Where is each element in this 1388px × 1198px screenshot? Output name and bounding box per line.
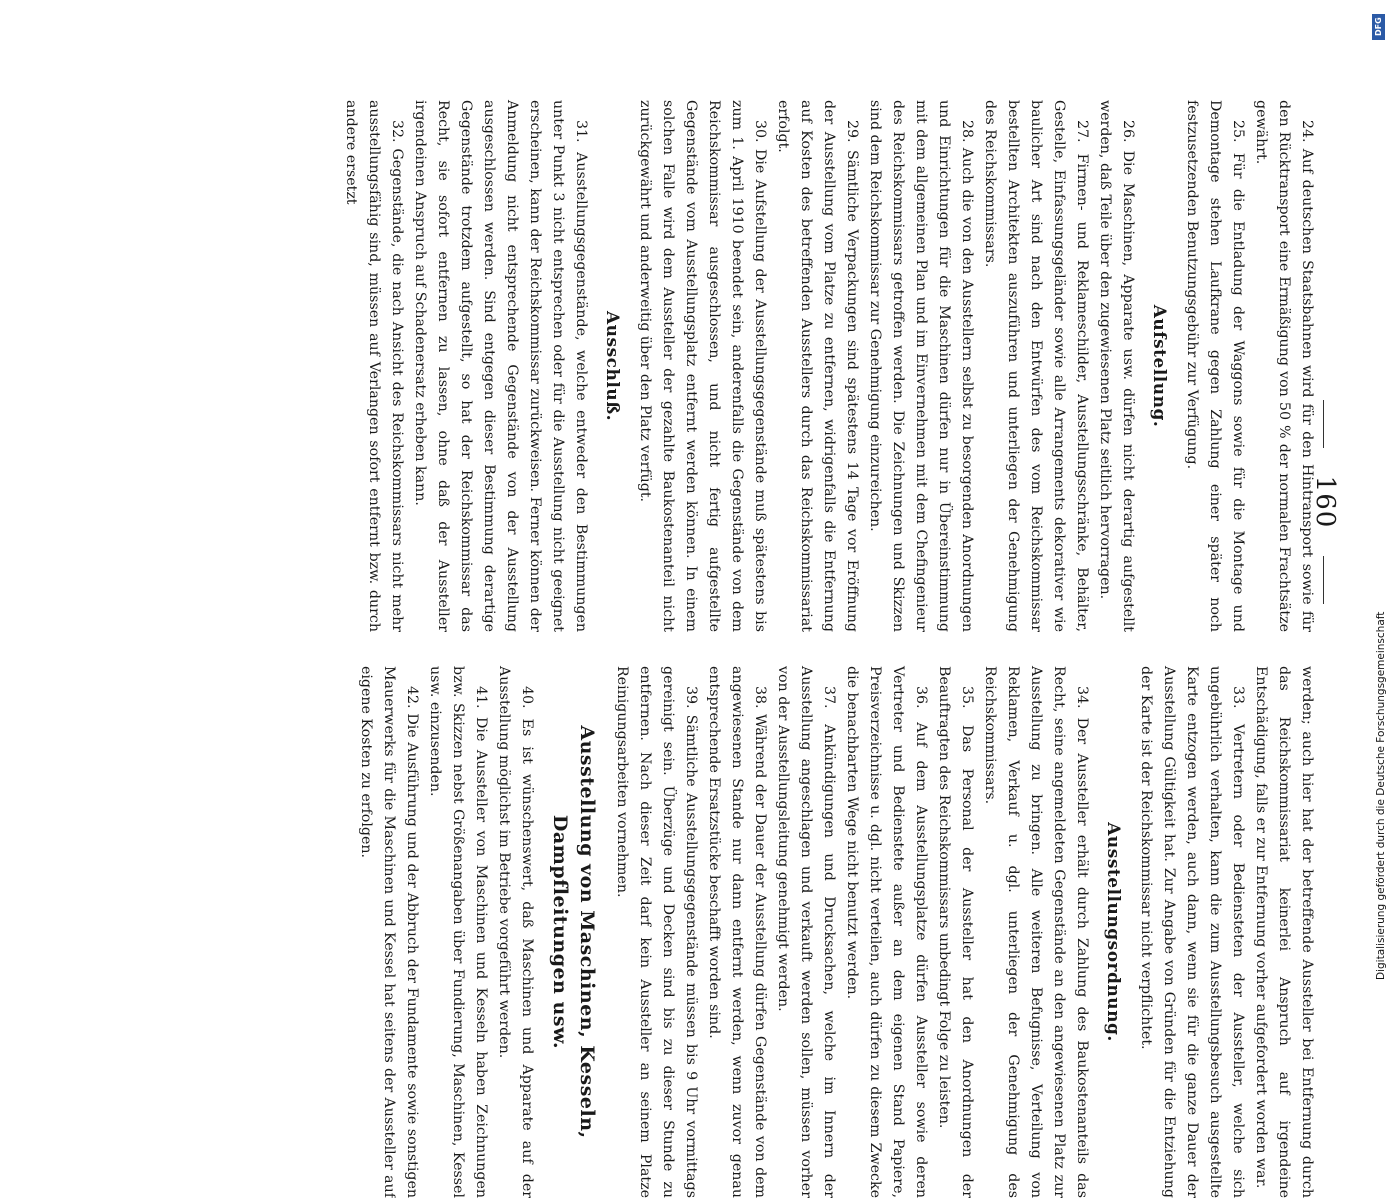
page-number: 160 [1310, 475, 1340, 529]
dfg-logo-icon: DFG [1372, 14, 1385, 40]
paragraph: 31. Ausstellungsgegenstände, welche entweder den Bestimmungen unter Punkt 3 nicht entsprechen oder für die Ausstellung nicht geeignet erscheinen, kann der Reichskommissar zurückweisen. Ferner können der Anmeldung nicht entsprechende Gegenstände von der Ausstellung ausgeschlossen werden. Sind entgegen dieser Bestimmung derartige Gegenstände trotzdem aufgestellt, so hat der Reichskommissar das Recht, sie sofort entfernen zu lassen, ohne daß der Aussteller irgendeinen Anspruch auf Schadenersatz erheben kann. [412, 100, 589, 632]
rotated-page [148, 62, 1348, 1198]
left-column [339, 100, 1318, 632]
header-rule-right [1324, 556, 1325, 604]
paragraph: 25. Für die Entladung der Waggons sowie für die Montage und Demontage stehen Laufkrane gegen Zahlung einer später noch festzusetzenden Benutzungsgebühr zur Verfügung. [1184, 100, 1246, 632]
paragraph: 38. Während der Dauer der Ausstellung dürfen Gegenstände von dem angewiesenen Stande nur dann entfernt werden, wenn zuvor genau entsprechende Ersatzstücke beschafft worden sind. [706, 666, 768, 1198]
paragraph: 27. Firmen- und Reklameschilder, Ausstellungsschränke, Behälter, Gestelle, Einfassungsgeländer sowie alle Arrangements dekorativer wie baulicher Art sind nach den Entwürfen des vom Reichskommissar bestellten Architekten auszuführen und unterliegen der Genehmigung des Reichskommissars. [982, 100, 1090, 632]
paragraph: 42. Die Ausführung und der Abbruch der Fundamente sowie sonstigen Mauerwerks für die Maschinen und Kessel hat seitens der Aussteller auf eigene Kosten zu erfolgen. [358, 666, 420, 1198]
section-heading-aufstellung: Aufstellung. [1149, 304, 1169, 428]
digitization-sidebar [1372, 10, 1386, 990]
paragraph: 33. Vertretern oder Bediensteten der Aussteller, welche sich ungebührlich verhalten, kann die zum Ausstellungsbesuch ausgestellte Karte entzogen werden, auch dann, wenn sie für die ganze Dauer der Ausstellung Gültigkeit hat. Zur Angabe von Gründen für die Entziehung der Karte ist der Reichskommissar nicht verpflichtet. [1138, 666, 1246, 1198]
paragraph-continuation: werden; auch hier hat der betreffende Aussteller bei Entfernung durch das Reichskommissariat keinerlei Anspruch auf irgendeine Entschädigung, falls er zur Entfernung vorher aufgefordert worden war. [1253, 666, 1315, 1198]
right-column [354, 666, 1318, 1198]
paragraph: 34. Der Aussteller erhält durch Zahlung des Baukostenanteils das Recht, seine angemeldeten Gegenstände an den angewiesenen Platz zur Ausstellung zu bringen. Alle weiteren Befugnisse, Verteilung von Reklamen, Verkauf u. dgl. unterliegen der Genehmigung des Reichskommissars. [982, 666, 1090, 1198]
paragraph: 28. Auch die von den Ausstellern selbst zu besorgenden Anordnungen und Einrichtungen für die Maschinen dürfen nur in Übereinstimmung mit dem allgemeinen Plan und im Einvernehmen mit dem Chefingenieur des Reichskommissars getroffen werden. Die Zeichnungen und Skizzen sind dem Reichskommissar zur Genehmigung einzureichen. [867, 100, 975, 632]
paragraph: 37. Ankündigungen und Drucksachen, welche im Innern der Ausstellung angeschlagen und verkauft werden sollen, müssen vorher von der Ausstellungsleitung genehmigt werden. [775, 666, 837, 1198]
paragraph: 30. Die Aufstellung der Ausstellungsgegenstände muß spätestens bis zum 1. April 1910 beendet sein, anderenfalls die Gegenstände von dem Reichskommissar ausgeschlossen, und nicht fertig aufgestellte Gegenstände vom Ausstellungsplatz entfernt werden können. In einem solchen Falle wird dem Aussteller der gezahlte Baukostenanteil nicht zurückgewährt und anderweitig über den Platz verfügt. [637, 100, 768, 632]
paragraph: 41. Die Aussteller von Maschinen und Kesseln haben Zeichnungen bzw. Skizzen nebst Größenangaben über Fundierung, Maschinen, Kessel usw. einzusenden. [427, 666, 489, 1198]
paragraph: 35. Das Personal der Aussteller hat den Anordnungen der Beauftragten des Reichskommissars unbedingt Folge zu leisten. [936, 666, 975, 1198]
paragraph: 32. Gegenstände, die nach Ansicht des Reichskommissars nicht mehr ausstellungsfähig sind, müssen auf Verlangen sofort entfernt bzw. durch andere ersetzt [343, 100, 405, 632]
digitization-credit: Digitalisierung gefördert durch die Deutsche Forschungsgemeinschaft [1375, 611, 1387, 980]
paragraph: 40. Es ist wünschenswert, daß Maschinen und Apparate auf der Ausstellung möglichst im Betriebe vorgeführt werden. [496, 666, 535, 1198]
section-heading-ausschluss: Ausschluß. [602, 310, 622, 422]
paragraph: 26. Die Maschinen, Apparate usw. dürfen nicht derartig aufgestellt werden, daß Teile über den zugewiesenen Platz seitlich hervorragen. [1097, 100, 1136, 632]
header-rule-left [1324, 400, 1325, 448]
paragraph: 29. Sämtliche Verpackungen sind spätestens 14 Tage vor Eröffnung der Ausstellung vom Platze zu entfernen, widrigenfalls die Entfernung auf Kosten des betreffenden Ausstellers durch das Reichskommissariat erfolgt. [775, 100, 860, 632]
section-heading-maschinen: Ausstellung von Maschinen, Kesseln, Dampfleitungen usw. [549, 725, 598, 1139]
paragraph: 39. Sämtliche Ausstellungsgegenstände müssen bis 9 Uhr vormittags gereinigt sein. Überzüge und Decken sind bis zu dieser Stunde zu entfernen. Nach dieser Zeit darf kein Aussteller an seinem Platze Reinigungsarbeiten vornehmen. [614, 666, 699, 1198]
section-heading-ausstellungsordnung: Ausstellungsordnung. [1103, 822, 1123, 1042]
paragraph: 24. Auf deutschen Staatsbahnen wird für den Hintransport sowie für den Rücktransport eine Ermäßigung von 50 % der normalen Frachtsätze gewährt. [1253, 100, 1315, 632]
paragraph: 36. Auf dem Ausstellungsplatze dürfen Aussteller sowie deren Vertreter und Bedienstete außer an dem eigenen Stand Papiere, Preisverzeichnisse u. dgl. nicht verteilen, auch dürfen zu diesem Zwecke die benachbarten Wege nicht benutzt werden. [844, 666, 929, 1198]
